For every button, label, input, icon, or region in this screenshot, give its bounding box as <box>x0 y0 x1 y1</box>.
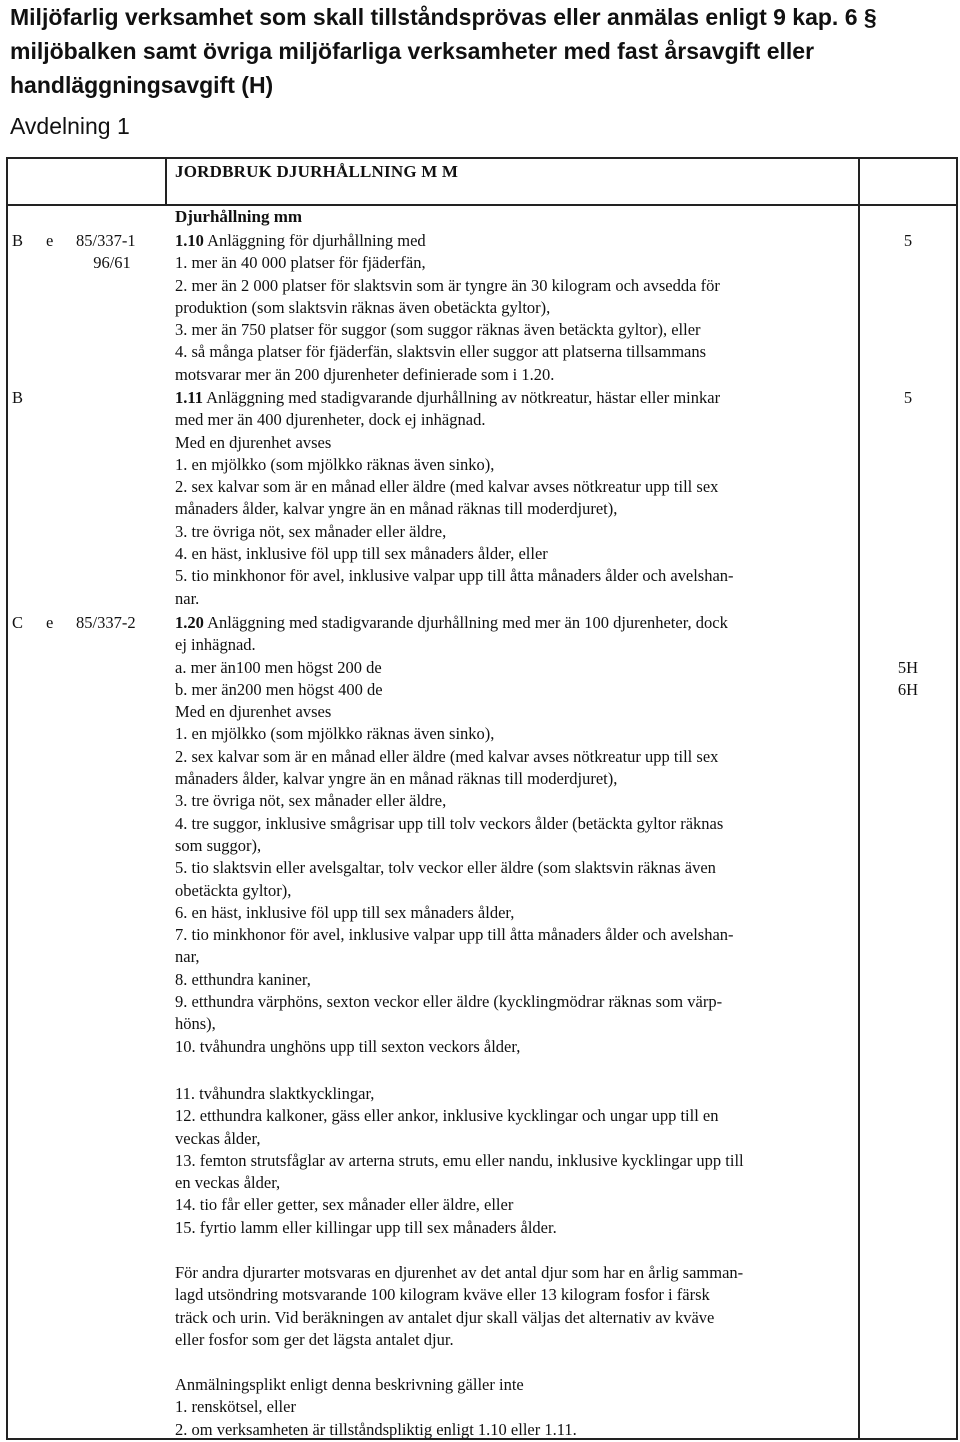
sub-heading: Djurhållning mm <box>175 207 303 226</box>
text-line: lagd utsöndring motsvarande 100 kilogram kväve eller 13 kilogram fosfor i färsk <box>175 1285 710 1305</box>
text-line: 1. renskötsel, eller <box>175 1397 296 1417</box>
text-line: ej inhägnad. <box>175 635 256 655</box>
row-number: 1.10 <box>175 231 204 250</box>
text-line: 14. tio får eller getter, sex månader eller äldre, eller <box>175 1195 514 1215</box>
text-line: 1. en mjölkko (som mjölkko räknas även sinko), <box>175 454 495 474</box>
text-line: en veckas ålder, <box>175 1173 281 1193</box>
text-line: Anmälningsplikt enligt denna beskrivning gäller inte <box>175 1375 524 1394</box>
text-line: 9. etthundra värphöns, sexton veckor eller äldre (kycklingmödrar räknas som värp- <box>175 992 723 1012</box>
row-class-letter: B <box>12 231 24 250</box>
division-heading: Avdelning 1 <box>10 113 130 139</box>
text-line: 2. sex kalvar som är en månad eller äldre (med kalvar avses nötkreatur upp till sex <box>175 477 719 497</box>
text-line: obetäckta gyltor), <box>175 880 292 900</box>
text-line: 5. tio minkhonor för avel, inklusive valpar upp till åtta månaders ålder och avelshan- <box>175 566 734 586</box>
text-line: b. mer än200 men högst 400 de <box>175 679 383 699</box>
row-text-1-10 <box>175 230 845 386</box>
text-line: träck och urin. Vid beräkningen av antalet djur skall väljas det alternativ av kväve <box>175 1307 715 1327</box>
row-text-1-20 <box>175 612 845 1058</box>
text-line: månaders ålder, kalvar yngre än en månad räknas till moderdjuret), <box>175 499 618 519</box>
text-line: 5. tio slaktsvin eller avelsgaltar, tolv veckor eller äldre (som slaktsvin räknas även <box>175 858 716 878</box>
text-line: månaders ålder, kalvar yngre än en månad räknas till moderdjuret), <box>175 769 618 789</box>
text-line: 3. tre övriga nöt, sex månader eller äldre, <box>175 521 447 541</box>
row-class-letter: B <box>12 388 24 407</box>
text-line: 3. tre övriga nöt, sex månader eller äldre, <box>175 791 447 811</box>
text-line: produktion (som slaktsvin räknas även obetäckta gyltor), <box>175 297 551 317</box>
title-line: miljöbalken samt övriga miljöfarliga verksamheter med fast årsavgift eller <box>10 38 815 64</box>
text-line: 12. etthundra kalkoner, gäss eller ankor, inklusive kycklingar och ungar upp till en <box>175 1106 719 1126</box>
title-line: handläggningsavgift (H) <box>10 72 274 98</box>
text-line: Med en djurenhet avses <box>175 432 332 452</box>
section-header-row <box>6 157 958 206</box>
text-line: 10. tvåhundra unghöns upp till sexton veckors ålder, <box>175 1036 521 1056</box>
text-line: nar, <box>175 947 200 967</box>
text-line: 1.20 Anläggning med stadigvarande djurhållning med mer än 100 djurenheter, dock <box>175 613 728 632</box>
text-line: 8. etthundra kaniner, <box>175 969 311 989</box>
notice-paragraph <box>175 1374 845 1441</box>
text-line: För andra djurarter motsvaras en djurenhet av det antal djur som har en årlig samman- <box>175 1263 744 1282</box>
text-line: nar. <box>175 588 200 608</box>
row-directive-code: 96/61 <box>93 253 131 272</box>
text-line: 1.10 Anläggning för djurhållning med <box>175 231 426 250</box>
section-heading: JORDBRUK DJURHÅLLNING M M <box>175 162 459 181</box>
text-line: med mer än 400 djurenheter, dock ej inhägnad. <box>175 410 486 430</box>
row-fee: 5 <box>903 231 913 250</box>
row-type-letter: e <box>46 613 54 632</box>
text-line: 2. mer än 2 000 platser för slaktsvin som är tyngre än 30 kilogram och avsedda för <box>175 275 720 295</box>
text-line: höns), <box>175 1014 216 1034</box>
row-fee: 6H <box>897 680 919 699</box>
text-line: 3. mer än 750 platser för suggor (som suggor räknas även betäckta gyltor), eller <box>175 320 701 340</box>
text-line: 15. fyrtio lamm eller killingar upp till sex månaders ålder. <box>175 1217 557 1237</box>
text-line: a. mer än100 men högst 200 de <box>175 657 382 677</box>
text-line: 6. en häst, inklusive föl upp till sex månaders ålder, <box>175 902 515 922</box>
text-line: 2. om verksamheten är tillståndspliktig enligt 1.10 eller 1.11. <box>175 1419 577 1439</box>
row-number: 1.11 <box>175 388 203 407</box>
row-type-letter: e <box>46 231 54 250</box>
row-fee: 5H <box>897 658 919 677</box>
text-line: 11. tvåhundra slaktkycklingar, <box>175 1084 375 1103</box>
text-line: 4. så många platser för fjäderfän, slaktsvin eller suggor att platserna tillsammans <box>175 342 707 362</box>
row-directive-code: 85/337-1 <box>76 231 136 250</box>
text-line: Med en djurenhet avses <box>175 702 332 722</box>
text-line: 7. tio minkhonor för avel, inklusive valpar upp till åtta månaders ålder och avelshan- <box>175 925 734 945</box>
row-text-1-20-continued <box>175 1083 845 1239</box>
title-line: Miljöfarlig verksamhet som skall tillståndsprövas eller anmälas enligt 9 kap. 6 § <box>10 4 877 30</box>
text-line: 1.11 Anläggning med stadigvarande djurhållning av nötkreatur, hästar eller minkar <box>175 388 721 407</box>
text-line: som suggor), <box>175 835 262 855</box>
text-line: motsvarar mer än 200 djurenheter definierade som i 1.20. <box>175 364 555 384</box>
row-directive-code: 85/337-2 <box>76 613 136 632</box>
row-class-letter: C <box>12 613 24 632</box>
row-text-1-11 <box>175 387 845 610</box>
document-title <box>10 0 955 102</box>
text-line: 13. femton strutsfåglar av arterna struts, emu eller nandu, inklusive kycklingar upp till <box>175 1150 744 1170</box>
text-line: 4. en häst, inklusive föl upp till sex månaders ålder, eller <box>175 544 548 564</box>
djurenhet-paragraph <box>175 1262 845 1351</box>
text-line: veckas ålder, <box>175 1128 261 1148</box>
column-divider <box>165 159 167 204</box>
text-line: 2. sex kalvar som är en månad eller äldre (med kalvar avses nötkreatur upp till sex <box>175 746 719 766</box>
text-line: 1. en mjölkko (som mjölkko räknas även sinko), <box>175 724 495 744</box>
row-fee: 5 <box>903 388 913 407</box>
column-divider <box>858 159 860 204</box>
text-line: 1. mer än 40 000 platser för fjäderfän, <box>175 253 426 273</box>
row-number: 1.20 <box>175 613 204 632</box>
text-line: eller fosfor som ger det lägsta antalet djur. <box>175 1329 454 1349</box>
text-line: 4. tre suggor, inklusive smågrisar upp till tolv veckors ålder (betäckta gyltor räknas <box>175 813 724 833</box>
